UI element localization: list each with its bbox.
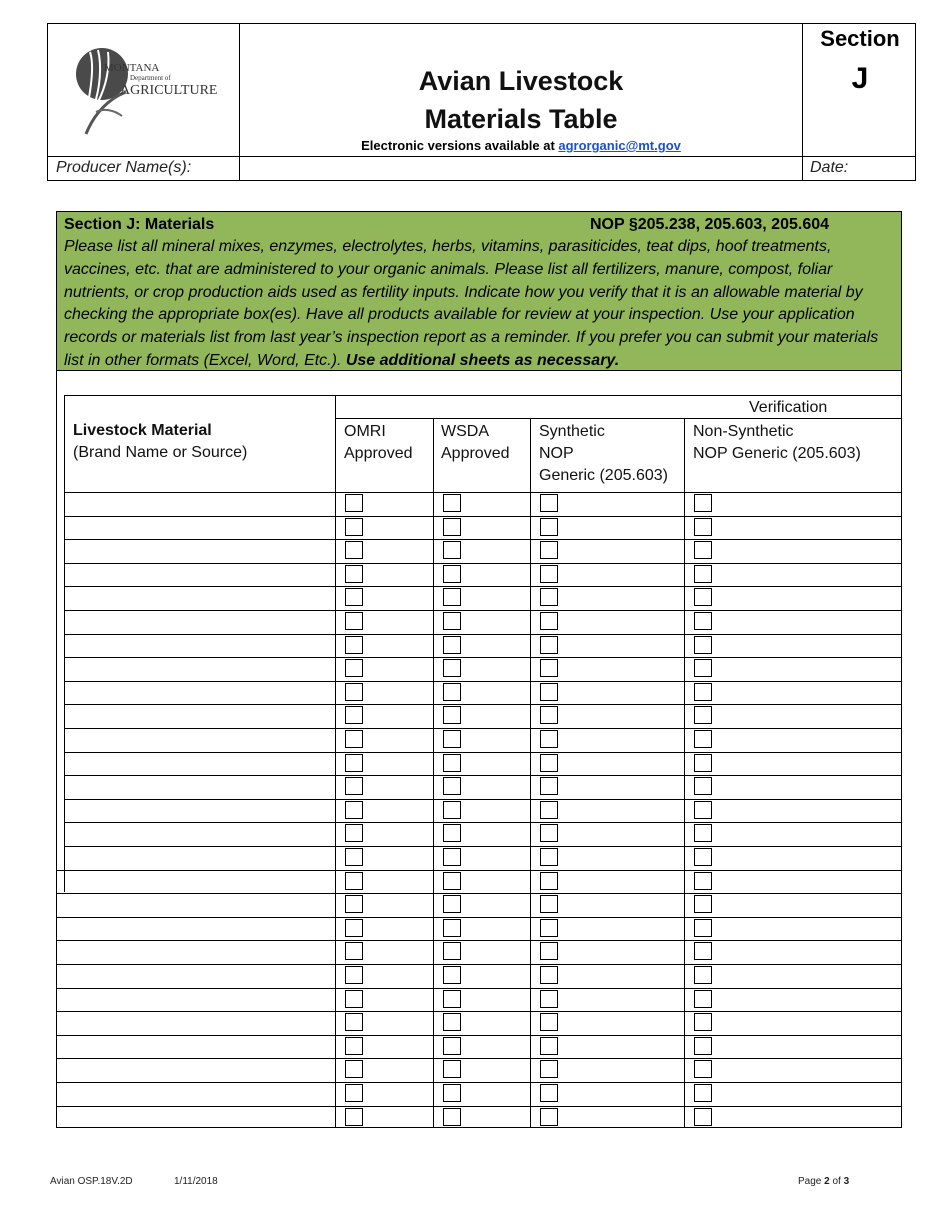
material-name-cell[interactable] xyxy=(57,965,335,988)
form-header xyxy=(47,23,916,181)
wsda-checkbox[interactable] xyxy=(443,824,461,842)
logo-montana-text: MONTANA xyxy=(104,62,160,74)
synthetic-checkbox[interactable] xyxy=(540,895,558,913)
non-synthetic-checkbox[interactable] xyxy=(694,872,712,890)
non-synthetic-checkbox[interactable] xyxy=(694,730,712,748)
wsda-checkbox[interactable] xyxy=(443,1084,461,1102)
synthetic-checkbox[interactable] xyxy=(540,541,558,559)
synthetic-checkbox[interactable] xyxy=(540,801,558,819)
non-synthetic-checkbox[interactable] xyxy=(694,683,712,701)
synthetic-checkbox[interactable] xyxy=(540,636,558,654)
page-total: 3 xyxy=(843,1176,850,1187)
non-synthetic-checkbox[interactable] xyxy=(694,494,712,512)
email-link[interactable]: agrorganic@mt.gov xyxy=(558,138,681,153)
wsda-checkbox[interactable] xyxy=(443,494,461,512)
instructions-text xyxy=(64,236,894,373)
column-header-line: Generic (205.603) xyxy=(539,467,668,484)
material-name-cell[interactable] xyxy=(65,635,335,658)
page-number xyxy=(798,1176,849,1187)
non-synthetic-checkbox[interactable] xyxy=(694,919,712,937)
verification-header: Verification xyxy=(749,399,828,416)
omri-checkbox[interactable] xyxy=(345,683,363,701)
omri-checkbox[interactable] xyxy=(345,1108,363,1126)
omri-checkbox[interactable] xyxy=(345,966,363,984)
omri-checkbox[interactable] xyxy=(345,895,363,913)
omri-checkbox[interactable] xyxy=(345,612,363,630)
non-synthetic-checkbox[interactable] xyxy=(694,518,712,536)
section-letter: J xyxy=(851,62,869,95)
non-synthetic-checkbox[interactable] xyxy=(694,754,712,772)
omri-checkbox[interactable] xyxy=(345,754,363,772)
column-divider xyxy=(530,418,531,1128)
non-synthetic-checkbox[interactable] xyxy=(694,848,712,866)
column-header-line: Synthetic xyxy=(539,423,605,440)
section-label: Section xyxy=(820,26,900,51)
column-header-line: WSDA xyxy=(441,423,489,440)
non-synthetic-checkbox[interactable] xyxy=(694,824,712,842)
material-name-cell[interactable] xyxy=(65,658,335,681)
material-header-subtitle: (Brand Name or Source) xyxy=(73,444,248,461)
material-name-cell[interactable] xyxy=(57,1107,335,1130)
omri-checkbox[interactable] xyxy=(345,1013,363,1031)
omri-checkbox[interactable] xyxy=(345,919,363,937)
wsda-checkbox[interactable] xyxy=(443,1108,461,1126)
form-id: Avian OSP.18V.2D xyxy=(50,1176,133,1187)
wsda-checkbox[interactable] xyxy=(443,872,461,890)
page-of: of xyxy=(829,1176,844,1187)
column-header-line: OMRI xyxy=(344,423,386,440)
synthetic-checkbox[interactable] xyxy=(540,1037,558,1055)
column-header-line: Approved xyxy=(344,445,413,462)
non-synthetic-checkbox[interactable] xyxy=(694,612,712,630)
synthetic-checkbox[interactable] xyxy=(540,848,558,866)
non-synthetic-checkbox[interactable] xyxy=(694,659,712,677)
synthetic-checkbox[interactable] xyxy=(540,494,558,512)
livestock-material-header xyxy=(73,420,247,464)
non-synthetic-checkbox[interactable] xyxy=(694,777,712,795)
material-name-cell[interactable] xyxy=(57,871,335,894)
omri-checkbox[interactable] xyxy=(345,824,363,842)
producer-name-label: Producer Name(s): xyxy=(56,159,192,176)
material-name-cell[interactable] xyxy=(57,989,335,1012)
synthetic-checkbox[interactable] xyxy=(540,518,558,536)
material-name-cell[interactable] xyxy=(65,517,335,540)
title-line-2: Materials Table xyxy=(424,104,618,134)
omri-checkbox[interactable] xyxy=(345,518,363,536)
non-synthetic-nop-header xyxy=(693,421,861,465)
column-divider xyxy=(684,418,685,1128)
column-header-line: NOP xyxy=(539,445,574,462)
material-header-title: Livestock Material xyxy=(73,422,212,439)
wsda-checkbox[interactable] xyxy=(443,1013,461,1031)
wsda-checkbox[interactable] xyxy=(443,636,461,654)
wsda-checkbox[interactable] xyxy=(443,565,461,583)
instructions-bold-note: Use additional sheets as necessary. xyxy=(345,351,620,369)
wsda-checkbox[interactable] xyxy=(443,706,461,724)
material-name-cell[interactable] xyxy=(57,918,335,941)
material-name-cell[interactable] xyxy=(65,753,335,776)
material-name-cell[interactable] xyxy=(65,729,335,752)
date-label: Date: xyxy=(810,159,849,176)
synthetic-checkbox[interactable] xyxy=(540,730,558,748)
material-name-cell[interactable] xyxy=(57,894,335,917)
omri-checkbox[interactable] xyxy=(345,777,363,795)
wsda-checkbox[interactable] xyxy=(443,683,461,701)
material-name-cell[interactable] xyxy=(65,800,335,823)
wsda-checkbox[interactable] xyxy=(443,1060,461,1078)
non-synthetic-checkbox[interactable] xyxy=(694,588,712,606)
wsda-checkbox[interactable] xyxy=(443,588,461,606)
wsda-checkbox[interactable] xyxy=(443,612,461,630)
omri-checkbox[interactable] xyxy=(345,1037,363,1055)
omri-checkbox[interactable] xyxy=(345,730,363,748)
synthetic-checkbox[interactable] xyxy=(540,706,558,724)
instructions-body: Please list all mineral mixes, enzymes, electrolytes, herbs, vitamins, parasiticides, teat dips, hoof treatments, vaccines, etc. that are administered to your organic animals. Please list all fertilizers, manure, compost, foliar nutrients, or crop production aids used as fertility inputs. Indicate how you verify that it is an allowable material by checking the appropriate box(es). Have all products available for review at your inspection. Use your application records or materials list from last year’s inspection report as a reminder. If you prefer you can submit your materials list in other formats (Excel, Word, Etc.). xyxy=(64,238,879,369)
omri-checkbox[interactable] xyxy=(345,1060,363,1078)
material-name-cell[interactable] xyxy=(57,1083,335,1106)
electronic-versions-note xyxy=(240,138,802,153)
material-name-cell[interactable] xyxy=(65,587,335,610)
omri-checkbox[interactable] xyxy=(345,541,363,559)
wsda-checkbox[interactable] xyxy=(443,730,461,748)
non-synthetic-checkbox[interactable] xyxy=(694,966,712,984)
wsda-checkbox[interactable] xyxy=(443,848,461,866)
wsda-checkbox[interactable] xyxy=(443,990,461,1008)
wsda-approved-header xyxy=(441,421,510,465)
non-synthetic-checkbox[interactable] xyxy=(694,1037,712,1055)
table-top-border xyxy=(64,395,901,396)
wsda-checkbox[interactable] xyxy=(443,518,461,536)
non-synthetic-checkbox[interactable] xyxy=(694,1060,712,1078)
page-title xyxy=(240,62,802,138)
non-synthetic-checkbox[interactable] xyxy=(694,942,712,960)
column-header-line: Non-Synthetic xyxy=(693,423,794,440)
wsda-checkbox[interactable] xyxy=(443,801,461,819)
producer-name-field[interactable] xyxy=(240,157,802,181)
wsda-checkbox[interactable] xyxy=(443,966,461,984)
material-name-cell[interactable] xyxy=(57,1012,335,1035)
synthetic-checkbox[interactable] xyxy=(540,919,558,937)
column-divider xyxy=(433,418,434,1128)
logo-department-text: Department of xyxy=(130,74,171,82)
title-line-1: Avian Livestock xyxy=(418,66,624,96)
wsda-checkbox[interactable] xyxy=(443,942,461,960)
page-prefix: Page xyxy=(798,1176,825,1187)
date-field[interactable] xyxy=(858,157,916,181)
wsda-checkbox[interactable] xyxy=(443,777,461,795)
omri-checkbox[interactable] xyxy=(345,848,363,866)
nop-reference: NOP §205.238, 205.603, 205.604 xyxy=(590,216,830,233)
non-synthetic-checkbox[interactable] xyxy=(694,1013,712,1031)
synthetic-nop-header xyxy=(539,421,668,487)
omri-approved-header xyxy=(344,421,413,465)
non-synthetic-checkbox[interactable] xyxy=(694,895,712,913)
material-name-cell[interactable] xyxy=(65,540,335,563)
omri-checkbox[interactable] xyxy=(345,588,363,606)
synthetic-checkbox[interactable] xyxy=(540,872,558,890)
synthetic-checkbox[interactable] xyxy=(540,683,558,701)
synthetic-checkbox[interactable] xyxy=(540,824,558,842)
omri-checkbox[interactable] xyxy=(345,494,363,512)
non-synthetic-checkbox[interactable] xyxy=(694,706,712,724)
column-header-line: NOP Generic (205.603) xyxy=(693,445,861,462)
material-name-cell[interactable] xyxy=(65,823,335,846)
wsda-checkbox[interactable] xyxy=(443,1037,461,1055)
material-name-cell[interactable] xyxy=(65,776,335,799)
synthetic-checkbox[interactable] xyxy=(540,942,558,960)
non-synthetic-checkbox[interactable] xyxy=(694,1108,712,1126)
material-name-cell[interactable] xyxy=(65,705,335,728)
omri-checkbox[interactable] xyxy=(345,706,363,724)
material-name-cell[interactable] xyxy=(57,1036,335,1059)
synthetic-checkbox[interactable] xyxy=(540,659,558,677)
logo-agriculture-text: AGRICULTURE xyxy=(120,83,218,98)
omri-checkbox[interactable] xyxy=(345,565,363,583)
synthetic-checkbox[interactable] xyxy=(540,1060,558,1078)
wsda-checkbox[interactable] xyxy=(443,754,461,772)
synthetic-checkbox[interactable] xyxy=(540,777,558,795)
non-synthetic-checkbox[interactable] xyxy=(694,1084,712,1102)
synthetic-checkbox[interactable] xyxy=(540,612,558,630)
synthetic-checkbox[interactable] xyxy=(540,754,558,772)
omri-checkbox[interactable] xyxy=(345,801,363,819)
materials-instructions xyxy=(57,212,901,371)
synthetic-checkbox[interactable] xyxy=(540,1108,558,1126)
synthetic-checkbox[interactable] xyxy=(540,565,558,583)
synthetic-checkbox[interactable] xyxy=(540,588,558,606)
material-name-cell[interactable] xyxy=(65,611,335,634)
electronic-versions-text: Electronic versions available at xyxy=(361,138,559,153)
material-name-cell[interactable] xyxy=(65,493,335,516)
omri-checkbox[interactable] xyxy=(345,942,363,960)
omri-checkbox[interactable] xyxy=(345,990,363,1008)
synthetic-checkbox[interactable] xyxy=(540,966,558,984)
material-name-cell[interactable] xyxy=(65,847,335,870)
omri-checkbox[interactable] xyxy=(345,872,363,890)
column-header-line: Approved xyxy=(441,445,510,462)
non-synthetic-checkbox[interactable] xyxy=(694,565,712,583)
omri-checkbox[interactable] xyxy=(345,636,363,654)
column-divider xyxy=(335,395,336,1128)
material-name-cell[interactable] xyxy=(65,564,335,587)
wsda-checkbox[interactable] xyxy=(443,659,461,677)
non-synthetic-checkbox[interactable] xyxy=(694,541,712,559)
materials-heading: Section J: Materials xyxy=(64,216,215,233)
synthetic-checkbox[interactable] xyxy=(540,1013,558,1031)
wsda-checkbox[interactable] xyxy=(443,919,461,937)
omri-checkbox[interactable] xyxy=(345,1084,363,1102)
omri-checkbox[interactable] xyxy=(345,659,363,677)
synthetic-checkbox[interactable] xyxy=(540,1084,558,1102)
material-name-cell[interactable] xyxy=(57,941,335,964)
montana-agriculture-logo xyxy=(68,44,218,144)
non-synthetic-checkbox[interactable] xyxy=(694,990,712,1008)
synthetic-checkbox[interactable] xyxy=(540,990,558,1008)
material-name-cell[interactable] xyxy=(65,682,335,705)
non-synthetic-checkbox[interactable] xyxy=(694,801,712,819)
wsda-checkbox[interactable] xyxy=(443,541,461,559)
material-name-cell[interactable] xyxy=(57,1059,335,1082)
page-current: 2 xyxy=(824,1176,830,1187)
form-date: 1/11/2018 xyxy=(174,1176,218,1187)
wsda-checkbox[interactable] xyxy=(443,895,461,913)
non-synthetic-checkbox[interactable] xyxy=(694,636,712,654)
